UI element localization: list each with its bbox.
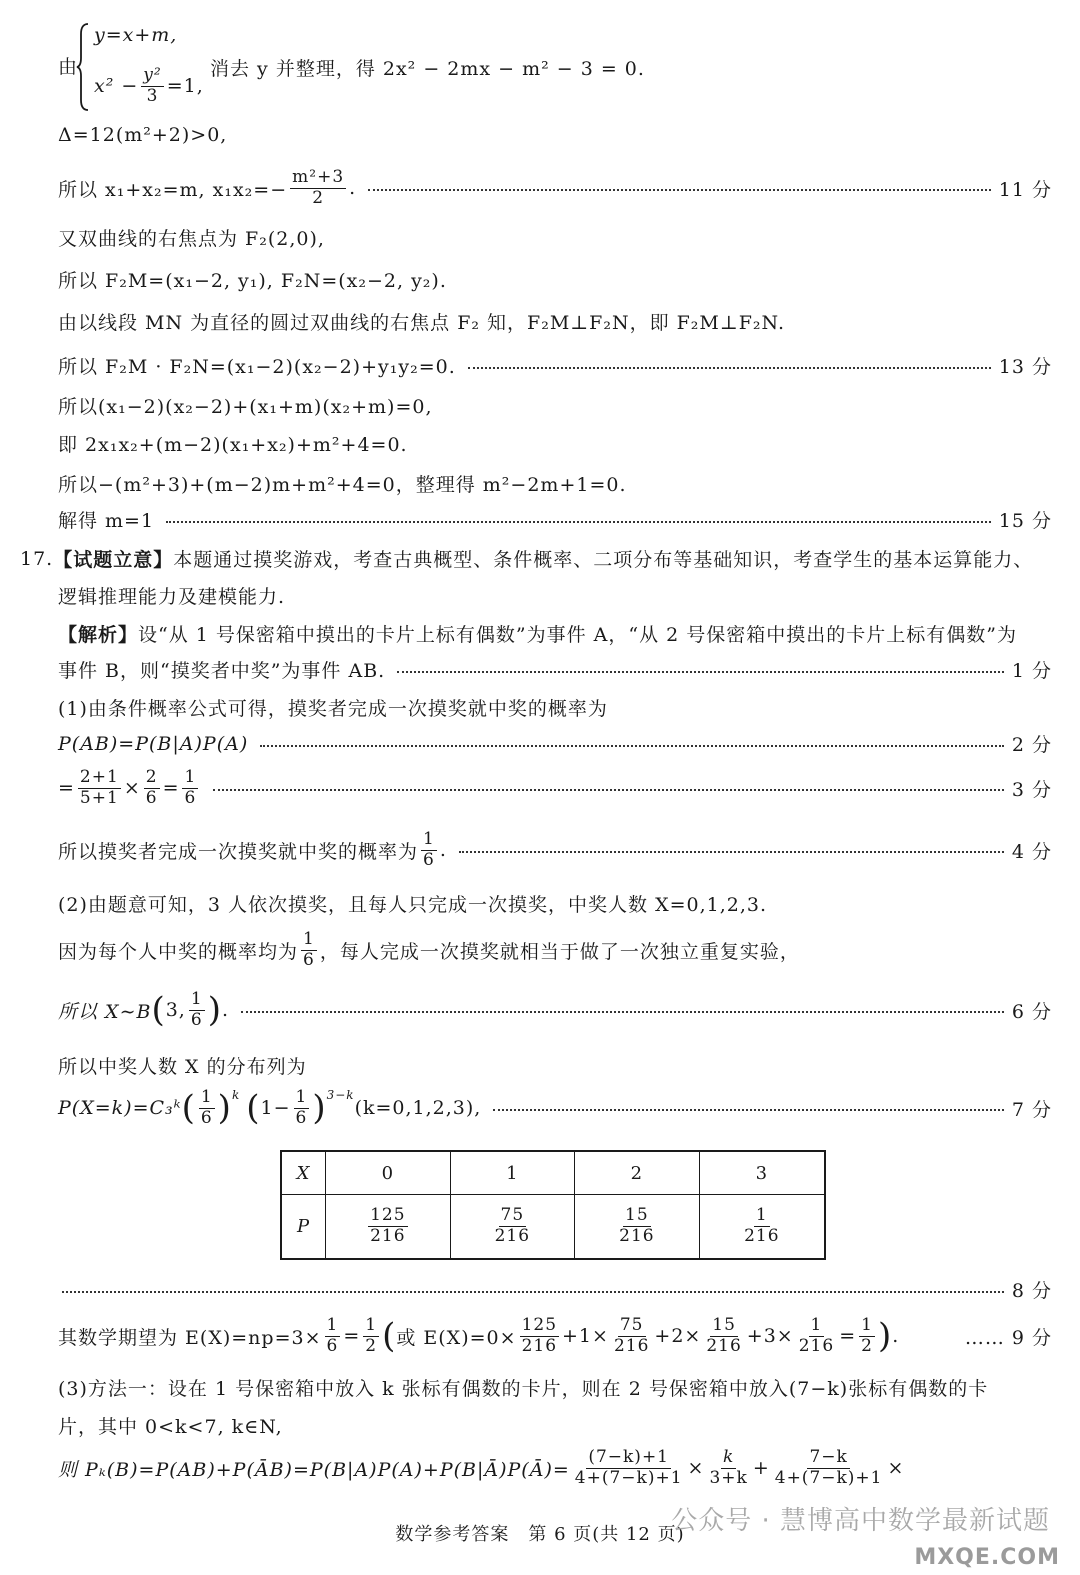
part1-calc: = $\frac{2+1}{5+1}$ × $\frac{2}{6}$ = $\frac{1}{6}$ 3 分 bbox=[58, 767, 1052, 808]
q17-intro-cont: 逻辑推理能力及建模能力. bbox=[58, 586, 286, 608]
system-prefix: 由 bbox=[58, 56, 79, 78]
part3-line3: 则 Pₖ(B)=P(AB)+P(ĀB)=P(B|A)P(A)+P(B|Ā)P(Ā)= $\frac{(7-k)+1}{4+(7-k)+1}$ × $\frac{k}{3+k}$ + $\frac{7-k}{4+(7-k)+1}$ × bbox=[58, 1447, 905, 1488]
part2-pmf: P(X=k)=C₃ᵏ ( $\frac{1}{6}$ ) $^k$ ( 1− $\frac{1}{6}$ ) $^{3-k}$ (k=0,1,2,3), 7 分 bbox=[58, 1087, 1052, 1129]
table-row bbox=[281, 1151, 825, 1195]
table-score-line bbox=[62, 1276, 1052, 1303]
leader-dots bbox=[62, 1291, 1004, 1293]
leader-dots bbox=[213, 789, 1004, 791]
table-cell: 2 bbox=[575, 1151, 700, 1195]
q17-solution-start: 【解析】 设“从 1 号保密箱中摸出的卡片上标有偶数”为事件 A，“从 2 号保密箱中摸出的卡片上标有偶数”为 bbox=[58, 624, 1017, 646]
table-header-x: X bbox=[281, 1151, 326, 1195]
part1-conclusion: 所以摸奖者完成一次摸奖就中奖的概率为 $\frac{1}{6}$ . 4 分 bbox=[58, 829, 1052, 870]
part3-line2: 片，其中 0<k<7, k∈N, bbox=[58, 1416, 283, 1438]
score-mark: 13 分 bbox=[998, 356, 1052, 378]
line-solution-m: 解得 m=1 15 分 bbox=[58, 506, 1052, 533]
leader-dots bbox=[459, 851, 1004, 853]
line-vectors: 所以 F₂M=(x₁−2, y₁), F₂N=(x₂−2, y₂). bbox=[58, 270, 447, 292]
line-perpendicular: 由以线段 MN 为直径的圆过双曲线的右焦点 F₂ 知，F₂M⊥F₂N，即 F₂M⊥F₂N. bbox=[58, 312, 785, 334]
line-equation: 所以−(m²+3)+(m−2)m+m²+4=0，整理得 m²−2m+1=0. bbox=[58, 474, 627, 496]
page-footer: 数学参考答案 第 6 页(共 12 页) bbox=[395, 1524, 685, 1545]
part2-intro: (2)由题意可知，3 人依次摸奖，且每人只完成一次摸奖，中奖人数 X=0,1,2,3. bbox=[58, 894, 768, 916]
watermark: 公众号 · 慧博高中数学最新试题 bbox=[671, 1506, 1050, 1536]
table-cell: 0 bbox=[326, 1151, 451, 1195]
leader-dots bbox=[166, 521, 991, 523]
part2-distribution-heading: 所以中奖人数 X 的分布列为 bbox=[58, 1056, 307, 1078]
score-mark: 3 分 bbox=[1011, 778, 1052, 801]
q17-intro: 17. 【试题立意】 本题通过摸奖游戏，考查古典概型、条件概率、二项分布等基础知识，考查学生的基本运算能力、 bbox=[20, 547, 1034, 571]
leader-dots bbox=[368, 189, 991, 191]
table-cell: 3 bbox=[699, 1151, 825, 1195]
table-cell: $\frac{75}{216}$ bbox=[450, 1195, 575, 1260]
q17-solution-event: 事件 B，则“摸奖者中奖”为事件 AB. 1 分 bbox=[58, 656, 1052, 683]
watermark-site: MXQE.COM bbox=[914, 1545, 1060, 1570]
table-row bbox=[281, 1195, 825, 1260]
score-mark: …… 9 分 bbox=[964, 1326, 1052, 1349]
leader-dots bbox=[260, 745, 1004, 747]
part3-line1: (3)方法一：设在 1 号保密箱中放入 k 张标有偶数的卡片，则在 2 号保密箱中放入(7−k)张标有偶数的卡 bbox=[58, 1378, 989, 1400]
delta-line: Δ=12(m²+2)>0, bbox=[58, 124, 228, 146]
line-focus: 又双曲线的右焦点为 F₂(2,0), bbox=[58, 228, 325, 250]
distribution-table bbox=[280, 1150, 826, 1260]
score-mark: 11 分 bbox=[998, 178, 1052, 201]
leader-dots bbox=[468, 367, 991, 369]
score-mark: 1 分 bbox=[1011, 660, 1052, 682]
table-cell: $\frac{15}{216}$ bbox=[575, 1195, 700, 1260]
score-mark: 6 分 bbox=[1011, 1000, 1052, 1023]
line-sum-product: 所以 x₁+x₂=m, x₁x₂=− $\frac{\text{m²+3}}{2}$ . 11 分 bbox=[58, 167, 1052, 208]
leader-dots bbox=[241, 1011, 1004, 1013]
brace-symbol bbox=[76, 22, 90, 112]
part1-formula: P(AB)=P(B|A)P(A) 2 分 bbox=[58, 730, 1052, 757]
system-after: 消去 y 并整理，得 2x² − 2mx − m² − 3 = 0. bbox=[210, 58, 645, 80]
table-header-p: P bbox=[281, 1195, 326, 1260]
score-mark: 2 分 bbox=[1011, 734, 1052, 756]
part2-probability: 因为每个人中奖的概率均为 $\frac{1}{6}$ ，每人完成一次摸奖就相当于做了一次独立重复实验， bbox=[58, 929, 800, 970]
leader-dots bbox=[493, 1109, 1004, 1111]
leader-dots bbox=[397, 671, 1004, 673]
score-mark: 8 分 bbox=[1011, 1280, 1052, 1302]
expectation-line: 其数学期望为 E(X)=np=3× $\frac{1}{6}$ = $\frac{1}{2}$ ( 或 E(X)=0× $\frac{125}{216}$ +1× $\frac{75}{216}$ +2× $\frac{15}{216}$ +3× $\frac{1}{216}$ = $\frac{1}{2}$ ) . …… 9 分 bbox=[58, 1315, 1052, 1357]
system-eq2: x² − $\frac{\text{y²}}{3}$ =1, bbox=[94, 65, 204, 106]
part2-binomial: 所以 X∼B ( 3, $\frac{1}{6}$ ) . 6 分 bbox=[58, 989, 1052, 1031]
line-expand: 所以(x₁−2)(x₂−2)+(x₁+m)(x₂+m)=0, bbox=[58, 396, 433, 418]
line-simplify: 即 2x₁x₂+(m−2)(x₁+x₂)+m²+4=0. bbox=[58, 434, 408, 456]
part1-intro: (1)由条件概率公式可得，摸奖者完成一次摸奖就中奖的概率为 bbox=[58, 698, 608, 720]
table-cell: 1 bbox=[450, 1151, 575, 1195]
table-cell: $\frac{125}{216}$ bbox=[326, 1195, 451, 1260]
score-mark: 7 分 bbox=[1011, 1098, 1052, 1121]
line-dot-product: 所以 F₂M · F₂N=(x₁−2)(x₂−2)+y₁y₂=0. 13 分 bbox=[58, 352, 1052, 379]
score-mark: 4 分 bbox=[1011, 840, 1052, 863]
table-cell: $\frac{1}{216}$ bbox=[699, 1195, 825, 1260]
score-mark: 15 分 bbox=[998, 510, 1052, 532]
system-eq1: y=x+m, bbox=[94, 24, 178, 46]
